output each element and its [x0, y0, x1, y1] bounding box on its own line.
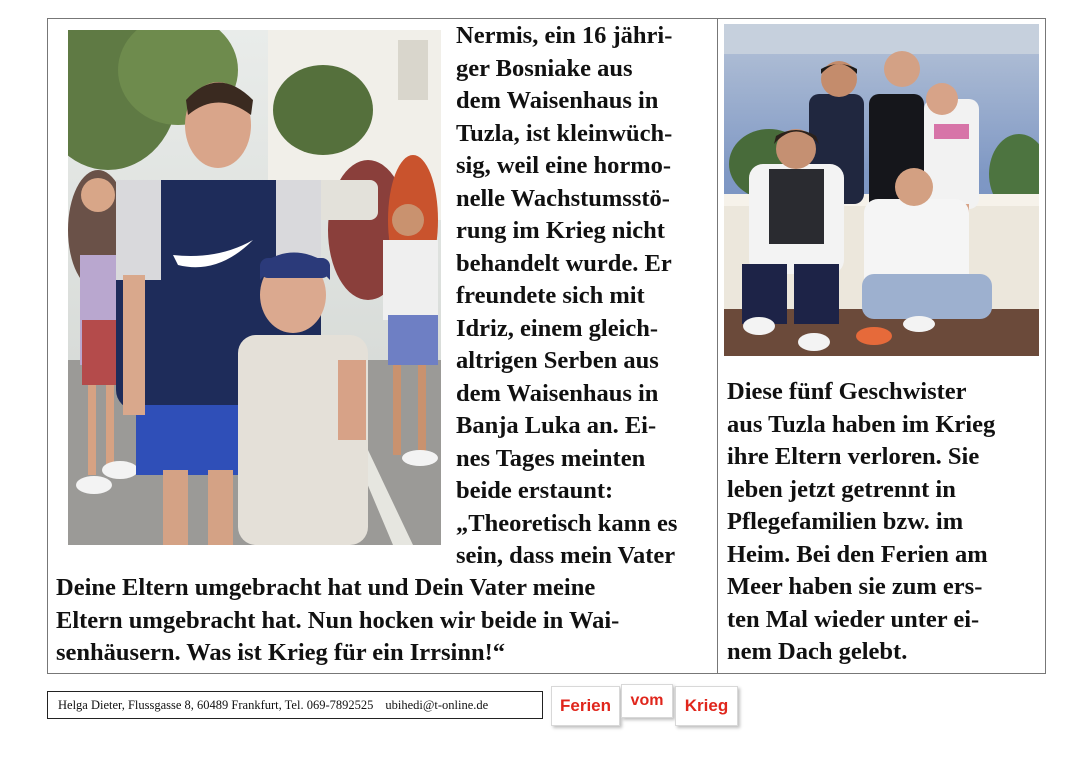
photo-nermis-and-idriz: [68, 30, 441, 545]
story-line: nes Tages meinten: [456, 444, 646, 472]
story-line: sig, weil eine hormo-: [456, 152, 672, 179]
caption-line: Heim. Bei den Ferien am: [727, 540, 988, 568]
caption-line: aus Tuzla haben im Krieg: [727, 410, 996, 438]
caption-line: Diese fünf Geschwister: [727, 378, 967, 405]
caption-line: Pflegefamilien bzw. im: [727, 508, 964, 535]
story-line: altrigen Serben aus: [456, 347, 659, 374]
story-line: nelle Wachstumsstö-: [456, 184, 670, 212]
siblings-caption: [727, 376, 1045, 669]
story-line: Tuzla, ist kleinwüch-: [456, 119, 673, 147]
story-line: Deine Eltern umgebracht hat und Dein Vater meine: [56, 574, 596, 601]
story-text-full-width: [56, 572, 716, 670]
logo-word-ferien: Ferien: [559, 696, 612, 715]
story-line: dem Waisenhaus in: [456, 87, 659, 114]
story-line: ger Bosniake aus: [456, 54, 633, 82]
story-line: dem Waisenhaus in: [456, 379, 659, 407]
story-line: sein, dass mein Vater: [456, 542, 676, 569]
story-line: Banja Luka an. Ei-: [456, 412, 657, 439]
photo-five-siblings: [724, 24, 1039, 356]
logo-tile-krieg: [675, 686, 738, 726]
logo-word-krieg: Krieg: [684, 696, 729, 715]
caption-line: ten Mal wieder unter ei-: [727, 605, 980, 633]
story-line: behandelt wurde. Er: [456, 249, 672, 277]
story-line: Nermis, ein 16 jähri-: [456, 22, 673, 49]
logo-tile-vom: [621, 684, 673, 718]
contact-address: Helga Dieter, Flussgasse 8, 60489 Frankfurt, Tel. 069-7892525: [58, 698, 374, 712]
logo-tile-ferien: [551, 686, 620, 726]
contact-email: ubihedi@t-online.de: [385, 698, 489, 712]
story-line: senhäusern. Was ist Krieg für ein Irrsinn!“: [56, 639, 505, 666]
caption-line: leben jetzt getrennt in: [727, 475, 956, 503]
story-line: „Theoretisch kann es: [456, 509, 678, 537]
story-line: beide erstaunt:: [456, 477, 614, 504]
story-line: freundete sich mit: [456, 282, 645, 309]
story-line: Eltern umgebracht hat. Nun hocken wir beide in Wai-: [56, 606, 620, 634]
caption-line: nem Dach gelebt.: [727, 638, 908, 665]
caption-line: Meer haben sie zum ers-: [727, 573, 983, 600]
story-line: rung im Krieg nicht: [456, 217, 665, 244]
caption-line: ihre Eltern verloren. Sie: [727, 443, 980, 470]
story-text-column: [456, 20, 718, 573]
logo-word-vom: vom: [630, 692, 664, 709]
contact-box: [47, 691, 543, 719]
story-line: Idriz, einem gleich-: [456, 314, 659, 342]
